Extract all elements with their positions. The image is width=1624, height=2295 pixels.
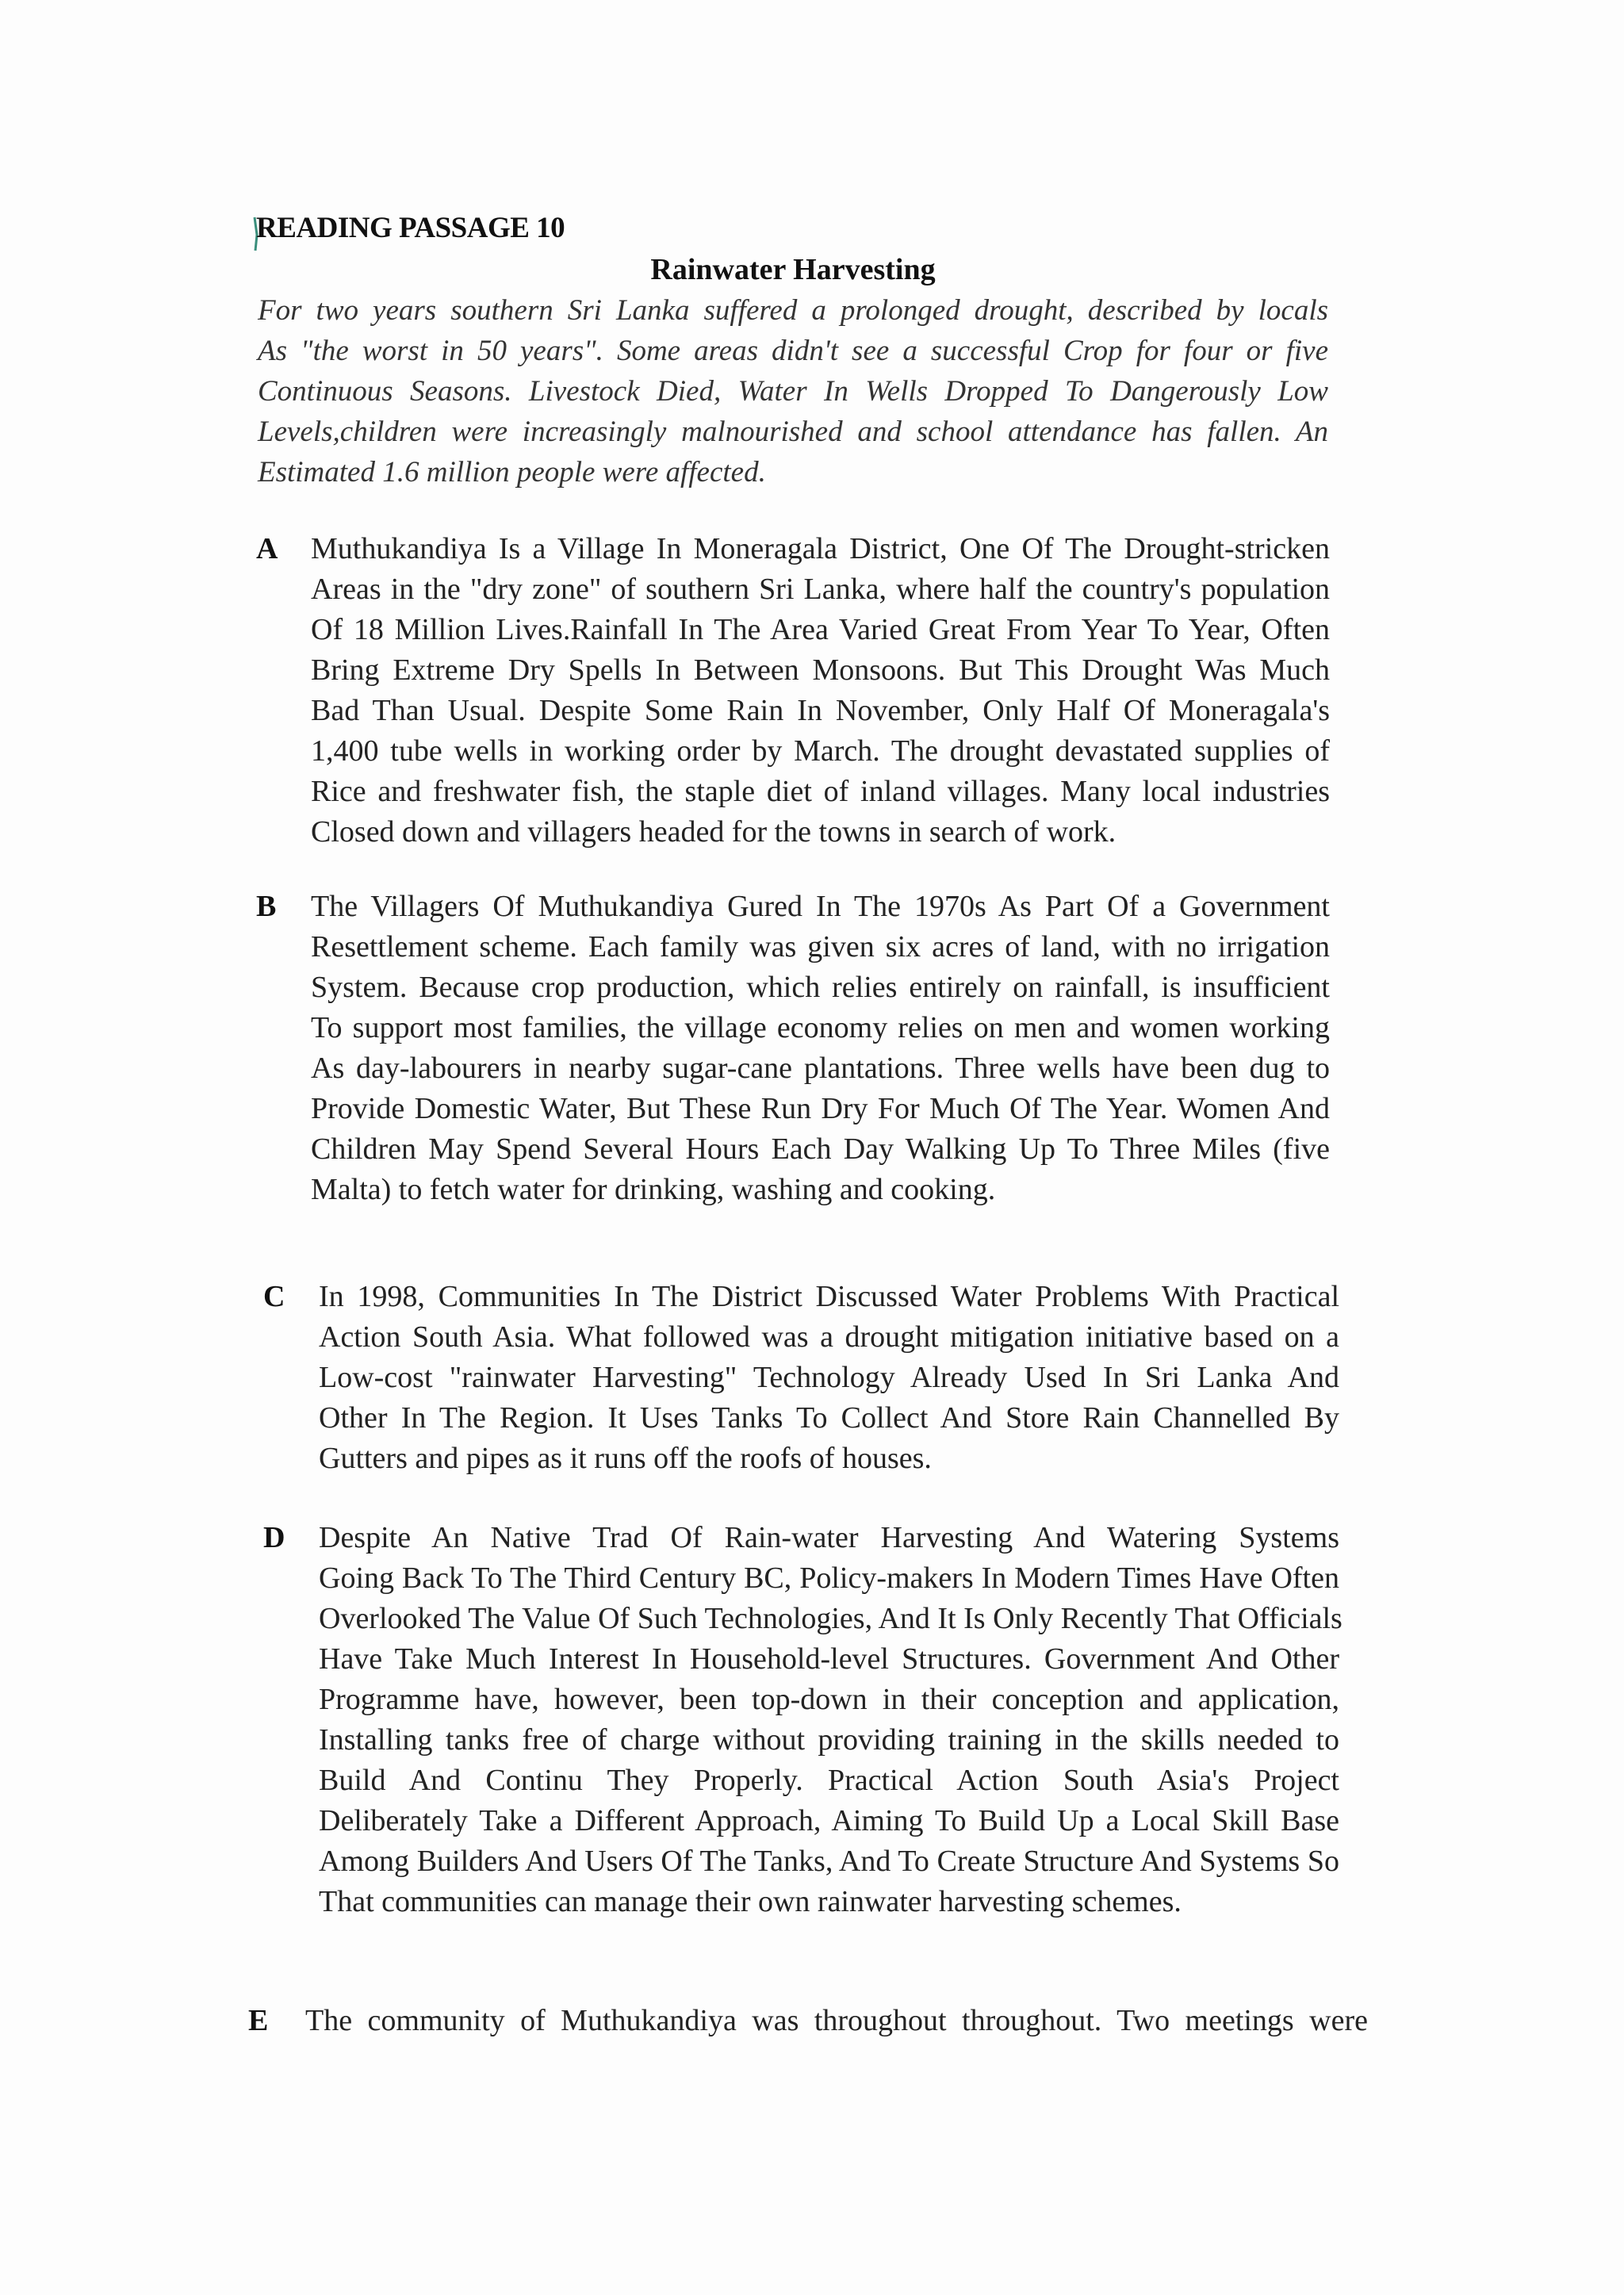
paragraph-line: Gutters and pipes as it runs off the roofs of houses. (319, 1442, 932, 1475)
paragraph-line: Bad Than Usual. Despite Some Rain In November, Only Half Of Moneragala's (311, 694, 1330, 727)
paragraph-line: Going Back To The Third Century BC, Policy-makers In Modern Times Have Often (319, 1561, 1339, 1595)
paragraph-line: The community of Muthukandiya was throughout throughout. Two meetings were (305, 2004, 1368, 2037)
section-body (305, 2001, 1368, 2041)
paragraph-line: That communities can manage their own rainwater harvesting schemes. (319, 1885, 1182, 1918)
section-body (319, 1518, 1342, 1922)
section-letter: E (248, 2004, 269, 2037)
paragraph-line: To support most families, the village economy relies on men and women working (311, 1011, 1330, 1044)
paragraph-line: Bring Extreme Dry Spells In Between Monsoons. But This Drought Was Much (311, 653, 1330, 687)
section-body (311, 529, 1330, 852)
passage-heading: READING PASSAGE 10 (256, 212, 565, 244)
section-letter: D (263, 1521, 285, 1554)
paragraph-line: Rice and freshwater fish, the staple diet of inland villages. Many local industries (311, 775, 1330, 808)
paragraph-line: Build And Continu They Properly. Practical Action South Asia's Project (319, 1764, 1339, 1797)
section-letter: C (263, 1280, 285, 1313)
paragraph-line: Resettlement scheme. Each family was given six acres of land, with no irrigation (311, 930, 1330, 964)
section-letter: B (256, 890, 277, 923)
paragraph-line: 1,400 tube wells in working order by March. The drought devastated supplies of (311, 734, 1330, 768)
paragraph-line: In 1998, Communities In The District Discussed Water Problems With Practical (319, 1280, 1339, 1313)
paragraph-line: Provide Domestic Water, But These Run Dry For Much Of The Year. Women And (311, 1092, 1330, 1125)
paragraph-line: Despite An Native Trad Of Rain-water Harvesting And Watering Systems (319, 1521, 1339, 1554)
intro-line: For two years southern Sri Lanka suffered a prolonged drought, described by locals (258, 294, 1328, 327)
intro-line: Levels,children were increasingly malnourished and school attendance has fallen. An (258, 416, 1328, 448)
intro-paragraph (258, 290, 1328, 492)
paragraph-line: Of 18 Million Lives.Rainfall In The Area Varied Great From Year To Year, Often (311, 613, 1330, 646)
paragraph-line: Closed down and villagers headed for the towns in search of work. (311, 815, 1116, 849)
paragraph-line: Deliberately Take a Different Approach, Aiming To Build Up a Local Skill Base (319, 1804, 1339, 1837)
paragraph-line: Low-cost "rainwater Harvesting" Technology Already Used In Sri Lanka And (319, 1361, 1339, 1394)
paragraph-line: Areas in the "dry zone" of southern Sri Lanka, where half the country's population (311, 573, 1330, 606)
paragraph-line: Children May Spend Several Hours Each Day Walking Up To Three Miles (five (311, 1132, 1330, 1166)
paragraph-line: Action South Asia. What followed was a drought mitigation initiative based on a (319, 1320, 1339, 1354)
passage-title: Rainwater Harvesting (650, 253, 936, 286)
paragraph-line: Other In The Region. It Uses Tanks To Collect And Store Rain Channelled By (319, 1401, 1339, 1435)
paragraph-line: The Villagers Of Muthukandiya Gured In The 1970s As Part Of a Government (311, 890, 1330, 923)
paragraph-line: Muthukandiya Is a Village In Moneragala District, One Of The Drought-stricken (311, 532, 1330, 565)
paragraph-line: Overlooked The Value Of Such Technologies, And It Is Only Recently That Officials (319, 1602, 1342, 1635)
paragraph-line: Malta) to fetch water for drinking, washing and cooking. (311, 1173, 996, 1206)
intro-line: Continuous Seasons. Livestock Died, Water In Wells Dropped To Dangerously Low (258, 375, 1328, 408)
intro-line: As "the worst in 50 years". Some areas didn't see a successful Crop for four or five (258, 335, 1328, 367)
section-body (311, 887, 1330, 1210)
paragraph-line: Have Take Much Interest In Household-level Structures. Government And Other (319, 1642, 1339, 1676)
paragraph-line: Installing tanks free of charge without providing training in the skills needed to (319, 1723, 1339, 1757)
paragraph-line: Among Builders And Users Of The Tanks, And To Create Structure And Systems So (319, 1845, 1339, 1878)
paragraph-line: Programme have, however, been top-down in their conception and application, (319, 1683, 1339, 1716)
section-body (319, 1277, 1339, 1479)
paragraph-line: System. Because crop production, which relies entirely on rainfall, is insufficient (311, 971, 1330, 1004)
section-letter: A (256, 532, 278, 565)
paragraph-line: As day-labourers in nearby sugar-cane plantations. Three wells have been dug to (311, 1052, 1330, 1085)
intro-line: Estimated 1.6 million people were affected. (258, 456, 766, 489)
